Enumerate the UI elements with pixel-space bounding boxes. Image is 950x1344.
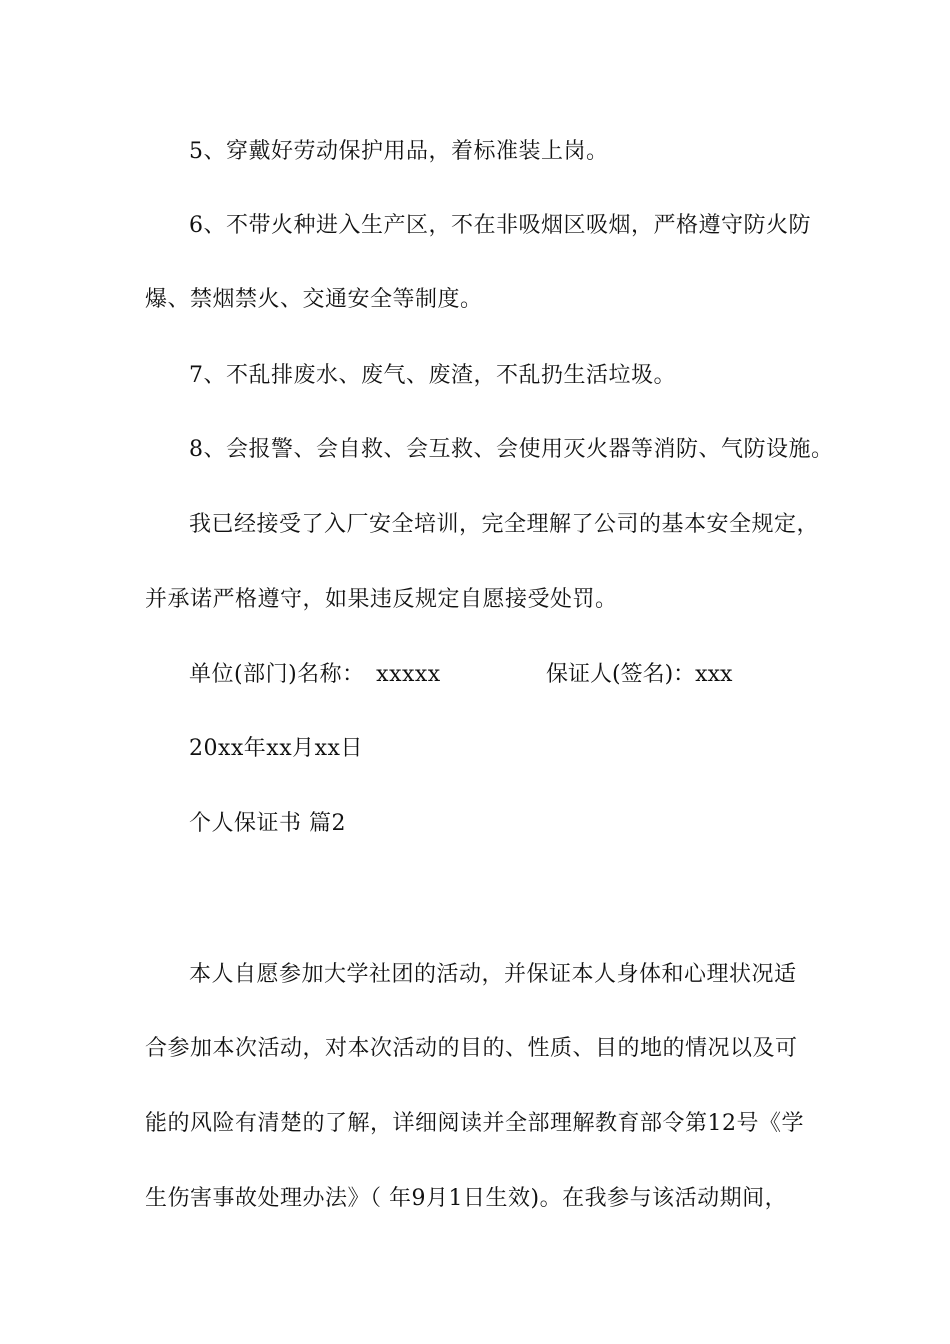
paragraph-item-7: 7、不乱排废水、废气、废渣，不乱扔生活垃圾。 <box>189 363 676 388</box>
paragraph-item-6: 6、不带火种进入生产区，不在非吸烟区吸烟，严格遵守防火防 <box>189 213 811 238</box>
section2-paragraph-line: 能的风险有清楚的了解，详细阅读并全部理解教育部令第12号《学 <box>145 1111 804 1136</box>
paragraph-item-5: 5、穿戴好劳动保护用品，着标准装上岗。 <box>189 139 609 164</box>
section2-paragraph-line: 合参加本次活动，对本次活动的目的、性质、目的地的情况以及可 <box>145 1036 798 1061</box>
section-title: 个人保证书 篇2 <box>189 811 346 836</box>
date-line: 20xx年xx月xx日 <box>189 736 363 761</box>
guarantor-signature-field: 保证人(签名)：xxx <box>546 662 733 687</box>
section2-paragraph-line: 本人自愿参加大学社团的活动，并保证本人身体和心理状况适 <box>189 962 797 987</box>
commitment-statement-continued: 并承诺严格遵守，如果违反规定自愿接受处罚。 <box>145 587 618 612</box>
paragraph-item-6-continued: 爆、禁烟禁火、交通安全等制度。 <box>145 287 483 312</box>
section2-paragraph-line: 生伤害事故处理办法》（ 年9月1日生效)。在我参与该活动期间， <box>145 1186 788 1211</box>
paragraph-item-8: 8、会报警、会自救、会互救、会使用灭火器等消防、气防设施。 <box>189 437 834 462</box>
unit-name-field: 单位(部门)名称： xxxxx <box>189 662 441 687</box>
commitment-statement: 我已经接受了入厂安全培训，完全理解了公司的基本安全规定， <box>189 512 820 537</box>
